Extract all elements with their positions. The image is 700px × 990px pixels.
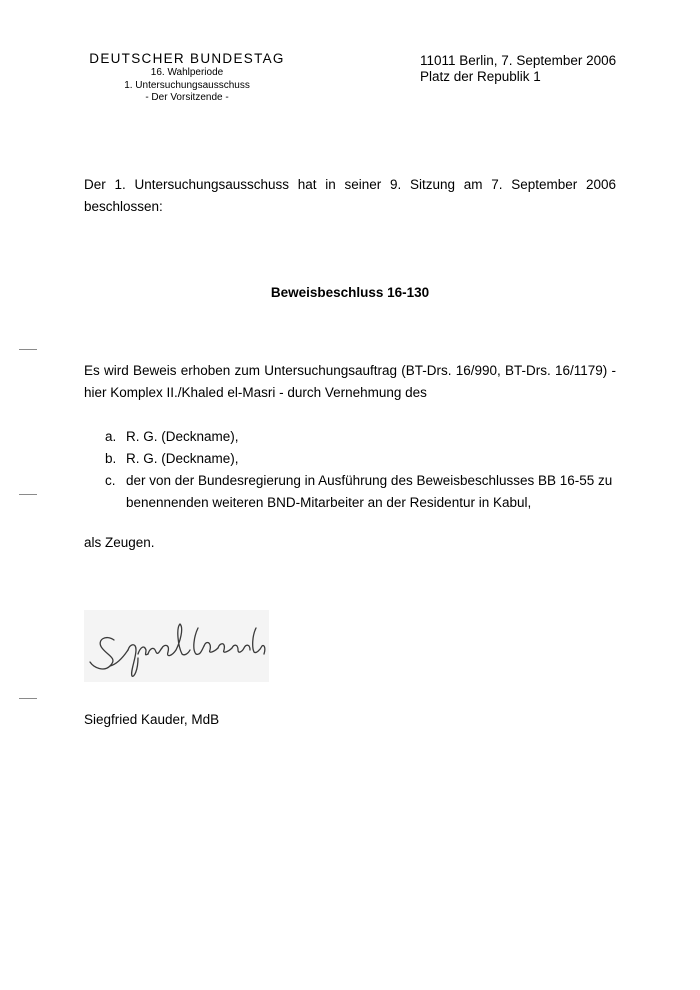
organization-name: DEUTSCHER BUNDESTAG <box>89 51 285 66</box>
margin-mark <box>19 494 37 495</box>
margin-mark <box>19 349 37 350</box>
signer-name: Siegfried Kauder, MdB <box>84 712 220 727</box>
street-address: Platz der Republik 1 <box>420 69 541 84</box>
resolution-body: Es wird Beweis erhoben zum Untersuchungsauftrag (BT-Drs. 16/990, BT-Drs. 16/1179) - hier Komplex II./Khaled el-Masri - durch Vernehmung des <box>84 363 616 400</box>
handwritten-signature <box>84 610 269 682</box>
list-item <box>105 426 625 448</box>
list-item <box>105 470 625 514</box>
resolution-title: Beweisbeschluss 16-130 <box>270 285 430 300</box>
place-and-date: 11011 Berlin, 7. September 2006 <box>420 53 617 68</box>
list-marker: c. <box>105 473 116 488</box>
list-item <box>105 448 625 470</box>
place-date-block <box>420 53 616 85</box>
intro-paragraph: Der 1. Untersuchungsausschuss hat in seiner 9. Sitzung am 7. September 2006 beschlossen: <box>84 177 616 214</box>
list-marker: b. <box>105 451 117 466</box>
list-item-text: R. G. (Deckname), <box>126 429 239 444</box>
margin-mark <box>19 698 37 699</box>
closing-line: als Zeugen. <box>84 535 155 550</box>
list-item-text: der von der Bundesregierung in Ausführung des Beweisbeschlusses BB 16-55 zu benennenden weiteren BND-Mitarbeiter an der Residentur in Kabul, <box>126 473 613 510</box>
sender-role: - Der Vorsitzende - <box>145 92 229 103</box>
committee-name: 1. Untersuchungsausschuss <box>124 79 250 91</box>
list-marker: a. <box>105 429 117 444</box>
letterhead <box>84 51 290 105</box>
legislative-period: 16. Wahlperiode <box>150 67 224 78</box>
list-item-text: R. G. (Deckname), <box>126 451 239 466</box>
witness-list <box>105 426 625 514</box>
